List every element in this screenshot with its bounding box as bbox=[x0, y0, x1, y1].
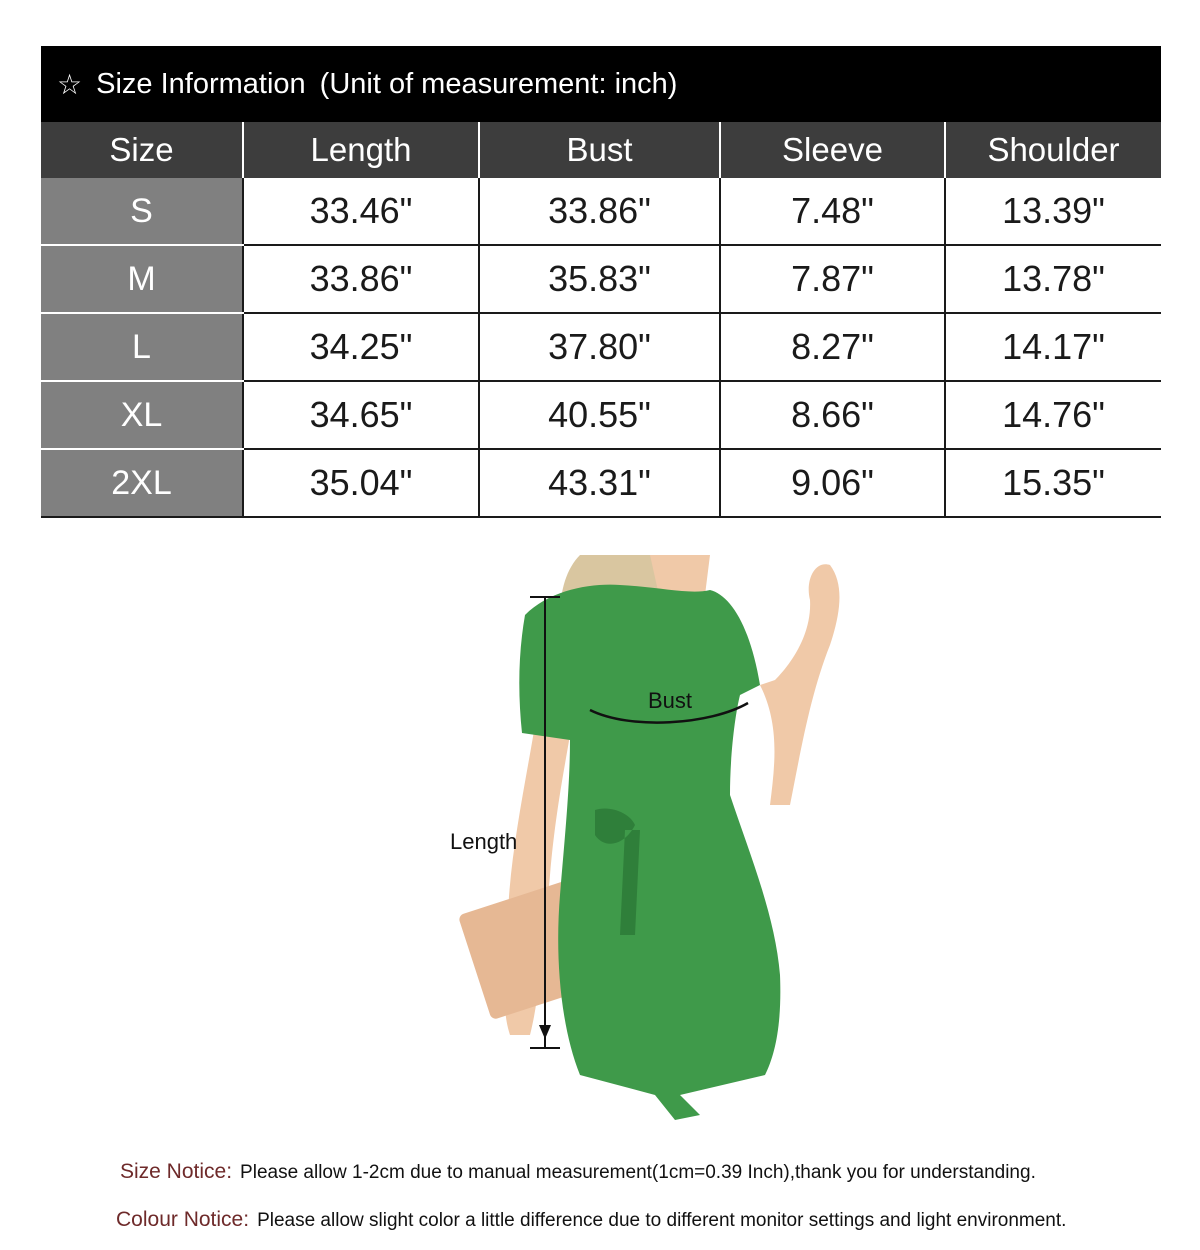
length-cell: 34.25" bbox=[243, 313, 479, 381]
header-title: Size Information bbox=[96, 67, 306, 100]
colour-notice-label: Colour Notice: bbox=[116, 1208, 250, 1231]
table-row bbox=[41, 313, 1161, 381]
size-notice bbox=[120, 1160, 1036, 1184]
column-header: Bust bbox=[479, 122, 720, 178]
dress bbox=[519, 585, 780, 1120]
table-row bbox=[41, 178, 1161, 245]
star-icon: ☆ bbox=[57, 67, 83, 101]
column-header: Length bbox=[243, 122, 479, 178]
length-label: Length bbox=[450, 829, 518, 854]
sleeve-cell: 8.27" bbox=[720, 313, 945, 381]
column-header: Shoulder bbox=[945, 122, 1161, 178]
sleeve-cell: 7.48" bbox=[720, 178, 945, 245]
sleeve-cell: 9.06" bbox=[720, 449, 945, 517]
table-row bbox=[41, 245, 1161, 313]
colour-notice-text: Please allow slight color a little difference due to different monitor settings and light environment. bbox=[257, 1210, 1067, 1231]
size-cell: XL bbox=[41, 381, 243, 449]
length-cell: 33.46" bbox=[243, 178, 479, 245]
dress-measurement-figure bbox=[430, 555, 870, 1120]
shoulder-cell: 14.17" bbox=[945, 313, 1161, 381]
size-table bbox=[41, 122, 1161, 518]
shoulder-cell: 13.39" bbox=[945, 178, 1161, 245]
bust-cell: 33.86" bbox=[479, 178, 720, 245]
bust-cell: 35.83" bbox=[479, 245, 720, 313]
bust-cell: 37.80" bbox=[479, 313, 720, 381]
sleeve-cell: 8.66" bbox=[720, 381, 945, 449]
size-cell: L bbox=[41, 313, 243, 381]
length-cell: 34.65" bbox=[243, 381, 479, 449]
shoulder-cell: 13.78" bbox=[945, 245, 1161, 313]
table-row bbox=[41, 449, 1161, 517]
column-header: Sleeve bbox=[720, 122, 945, 178]
size-notice-label: Size Notice: bbox=[120, 1160, 233, 1183]
shoulder-cell: 15.35" bbox=[945, 449, 1161, 517]
column-header: Size bbox=[41, 122, 243, 178]
size-notice-text: Please allow 1-2cm due to manual measurement(1cm=0.39 Inch),thank you for understanding. bbox=[240, 1162, 1036, 1183]
length-cell: 33.86" bbox=[243, 245, 479, 313]
table-header-row bbox=[41, 122, 1161, 178]
table-row bbox=[41, 381, 1161, 449]
shoulder-cell: 14.76" bbox=[945, 381, 1161, 449]
bust-cell: 40.55" bbox=[479, 381, 720, 449]
right-arm bbox=[760, 564, 839, 805]
sleeve-cell: 7.87" bbox=[720, 245, 945, 313]
size-cell: S bbox=[41, 178, 243, 245]
size-cell: M bbox=[41, 245, 243, 313]
length-arrow-head bbox=[539, 1025, 551, 1039]
length-cell: 35.04" bbox=[243, 449, 479, 517]
header-unit-note: (Unit of measurement: inch) bbox=[319, 67, 678, 100]
colour-notice bbox=[116, 1208, 1066, 1232]
bust-cell: 43.31" bbox=[479, 449, 720, 517]
size-cell: 2XL bbox=[41, 449, 243, 517]
bust-label: Bust bbox=[648, 688, 693, 713]
size-info-header bbox=[41, 46, 1161, 122]
